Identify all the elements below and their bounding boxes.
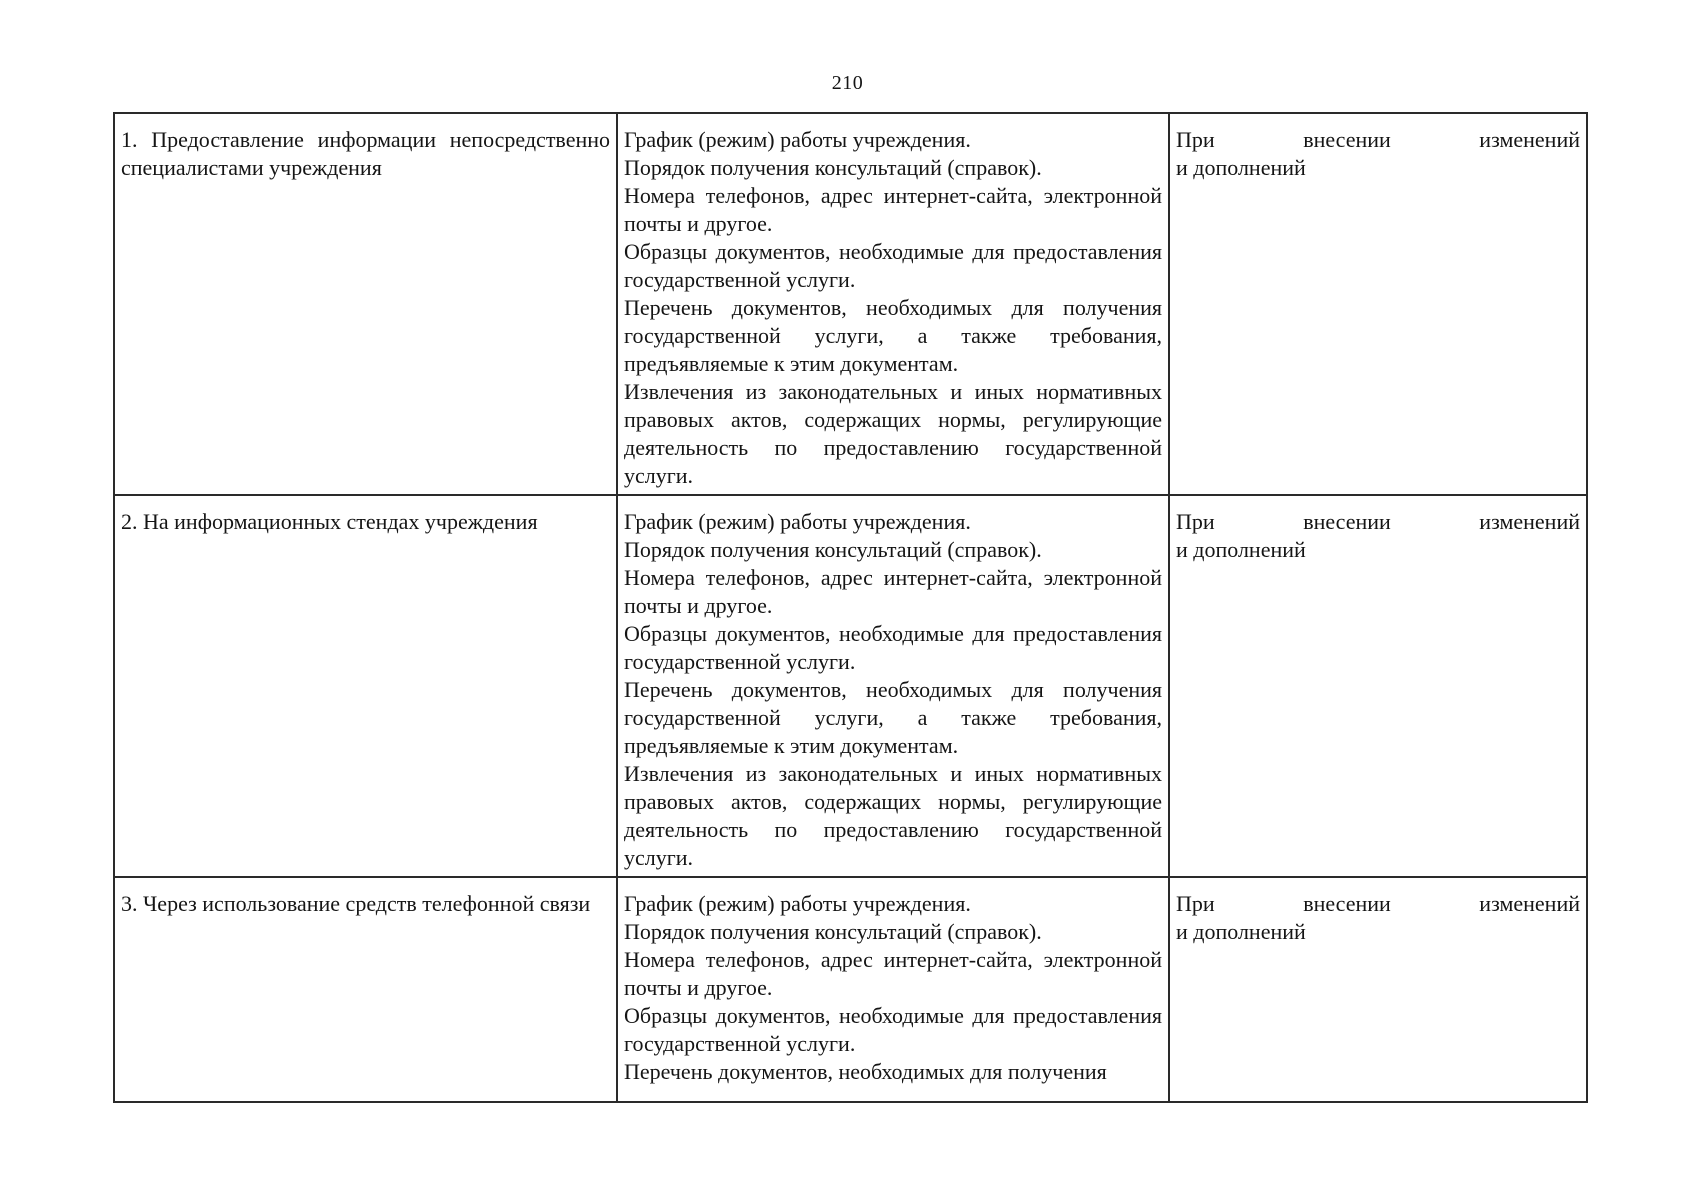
content-paragraph: График (режим) работы учреждения. [624, 127, 971, 152]
content-paragraph: Номера телефонов, адрес интернет-сайта, электронной почты и другое. [624, 183, 1162, 236]
period-word: При [1176, 127, 1215, 152]
period-word: внесении [1303, 127, 1391, 152]
method-text: 2. На информационных стендах учреждения [121, 509, 538, 534]
period-first-line [1176, 508, 1580, 536]
content-paragraph: Перечень документов, необходимых для получения [624, 1059, 1107, 1084]
period-word: изменений [1479, 509, 1580, 534]
content-paragraph: Порядок получения консультаций (справок). [624, 155, 1042, 180]
period-first-line [1176, 126, 1580, 154]
period-word: внесении [1303, 509, 1391, 534]
content-paragraph: Извлечения из законодательных и иных нормативных правовых актов, содержащих нормы, регулирующие деятельность по предоставлению государственной услуги. [624, 761, 1162, 870]
content-paragraph: Образцы документов, необходимые для предоставления государственной услуги. [624, 621, 1162, 674]
table-row [114, 495, 1587, 877]
period-word: изменений [1479, 127, 1580, 152]
content-paragraph: Образцы документов, необходимые для предоставления государственной услуги. [624, 239, 1162, 292]
content-paragraph: Порядок получения консультаций (справок). [624, 537, 1042, 562]
period-word: внесении [1303, 891, 1391, 916]
method-cell [114, 877, 617, 1102]
content-paragraph: Образцы документов, необходимые для предоставления государственной услуги. [624, 1003, 1162, 1056]
content-paragraph: Извлечения из законодательных и иных нормативных правовых актов, содержащих нормы, регулирующие деятельность по предоставлению государственной услуги. [624, 379, 1162, 488]
content-paragraph: Перечень документов, необходимых для получения государственной услуги, а также требования, предъявляемые к этим документам. [624, 295, 1162, 376]
table-row [114, 113, 1587, 495]
content-paragraph: Порядок получения консультаций (справок). [624, 919, 1042, 944]
content-cell [617, 877, 1169, 1102]
content-cell [617, 495, 1169, 877]
period-cell [1169, 113, 1587, 495]
period-cell [1169, 877, 1587, 1102]
period-first-line [1176, 890, 1580, 918]
method-text: 3. Через использование средств телефонной связи [121, 891, 591, 916]
page-number: 210 [831, 72, 864, 94]
content-paragraph: Перечень документов, необходимых для получения государственной услуги, а также требования, предъявляемые к этим документам. [624, 677, 1162, 758]
method-cell [114, 113, 617, 495]
method-text: 1. Предоставление информации непосредственно специалистами учреждения [121, 127, 610, 180]
table-row [114, 877, 1587, 1102]
method-cell [114, 495, 617, 877]
period-rest: и дополнений [1176, 919, 1306, 944]
content-paragraph: Номера телефонов, адрес интернет-сайта, электронной почты и другое. [624, 947, 1162, 1000]
period-word: При [1176, 509, 1215, 534]
period-word: изменений [1479, 891, 1580, 916]
period-rest: и дополнений [1176, 155, 1306, 180]
content-paragraph: График (режим) работы учреждения. [624, 509, 971, 534]
content-cell [617, 113, 1169, 495]
period-word: При [1176, 891, 1215, 916]
content-paragraph: Номера телефонов, адрес интернет-сайта, электронной почты и другое. [624, 565, 1162, 618]
period-rest: и дополнений [1176, 537, 1306, 562]
period-cell [1169, 495, 1587, 877]
content-paragraph: График (режим) работы учреждения. [624, 891, 971, 916]
info-table [113, 112, 1588, 1103]
